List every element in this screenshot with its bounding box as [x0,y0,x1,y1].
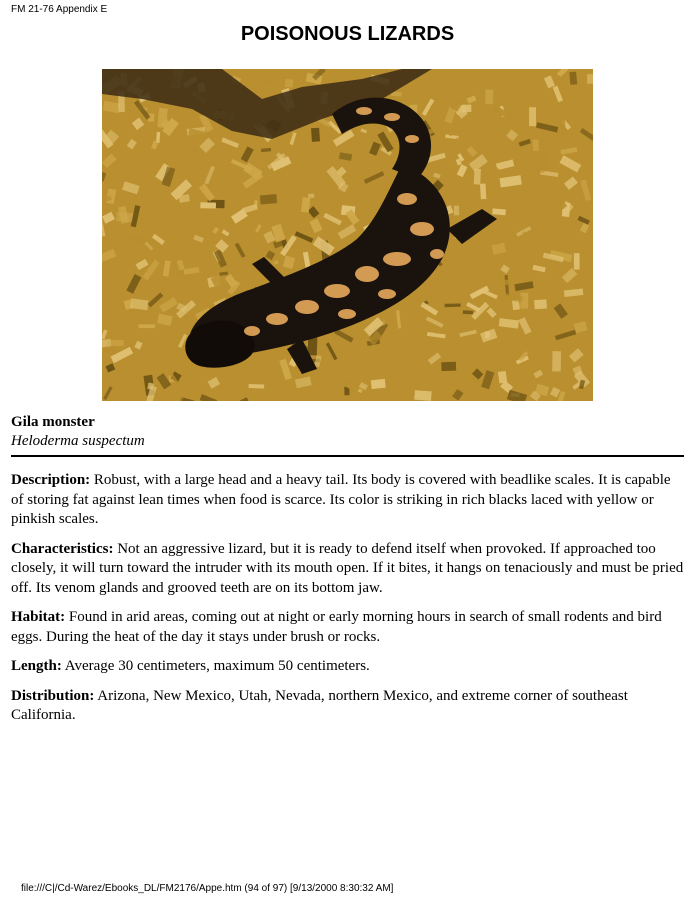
section-label: Description: [11,472,91,488]
divider [11,455,684,457]
characteristics-paragraph [11,540,686,599]
lizard-illustration [102,69,593,401]
scientific-name: Heloderma suspectum [11,433,145,449]
section-text: Arizona, New Mexico, Utah, Nevada, northern Mexico, and extreme corner of southeast California. [11,687,628,723]
section-label: Distribution: [11,687,95,704]
source-footer: file:///C|/Cd-Warez/Ebooks_DL/FM2176/Appe.htm (94 of 97) [9/13/2000 8:30:32 AM] [21,883,394,894]
length-paragraph [11,657,686,677]
document-reference: FM 21-76 Appendix E [11,4,108,15]
page-title: POISONOUS LIZARDS [240,23,455,45]
section-text: Not an aggressive lizard, but it is ready to defend itself when provoked. If approached too closely, it will turn toward the intruder with its mouth open. If it bites, it hangs on tenaciously and must be pried off. Its venom glands and grooved teeth are on its bottom jaw. [11,540,684,596]
section-text: Robust, with a large head and a heavy tail. Its body is covered with beadlike scales. It is capable of storing fat against lean times when food is scarce. Its color is striking in rich blacks laced with yellow or pinkish scales. [11,472,671,527]
photo-caption [11,413,145,451]
habitat-paragraph [11,608,686,647]
description-paragraph [11,471,686,530]
section-text: Average 30 centimeters, maximum 50 centimeters. [61,658,370,674]
species-details [11,471,686,736]
section-text: Found in arid areas, coming out at night or early morning hours in search of small rodents and bird eggs. During the heat of the day it stays under brush or rocks. [11,609,662,645]
section-label: Characteristics: [11,540,114,557]
section-label: Length: [11,658,62,674]
distribution-paragraph [11,687,686,726]
section-label: Habitat: [11,609,66,625]
gila-monster-photo [102,69,593,401]
common-name: Gila monster [11,414,95,430]
